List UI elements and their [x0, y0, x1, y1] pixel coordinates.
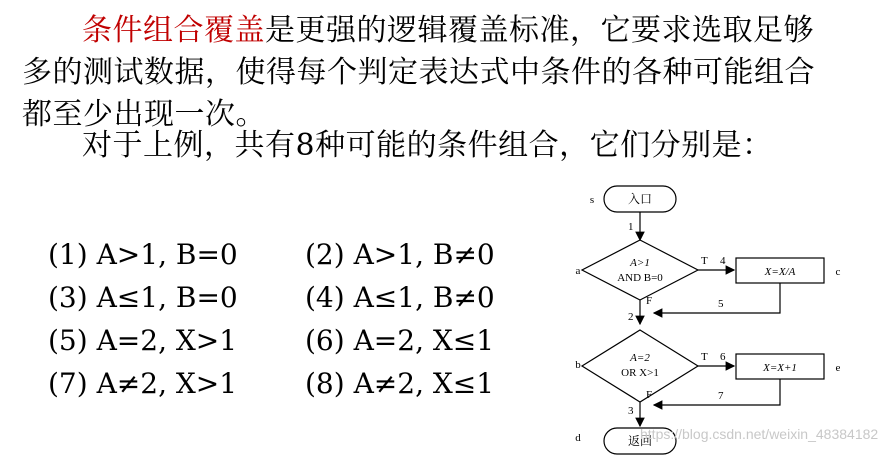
true-label-1: T — [701, 255, 708, 267]
condition-3 — [48, 277, 238, 319]
condition-number: (4) — [305, 281, 345, 314]
condition-text: A≤1, B=0 — [96, 281, 238, 314]
decision-2 — [582, 330, 698, 402]
condition-text: A≤1, B≠0 — [353, 281, 495, 314]
path-1-label: 1 — [628, 221, 634, 233]
watermark: https://blog.csdn.net/weixin_48384182 — [640, 426, 879, 442]
intro-line-1-text: 是更强的逻辑覆盖标准，它要求选取足够 — [265, 13, 814, 48]
condition-text: A=2, X≤1 — [353, 324, 495, 357]
process-1-label: X=X/A — [764, 266, 796, 278]
condition-7 — [48, 363, 237, 405]
condition-text: A>1, B≠0 — [353, 238, 495, 271]
start-label: 入口 — [627, 192, 653, 206]
highlight-term: 条件组合覆盖 — [82, 13, 265, 48]
decision-1-line1: A>1 — [630, 257, 650, 269]
false-label-2: F — [646, 389, 653, 401]
path-3-label: 3 — [628, 405, 634, 417]
condition-5 — [48, 320, 237, 362]
condition-6 — [305, 320, 494, 362]
condition-8 — [305, 363, 494, 405]
flowchart — [570, 180, 870, 460]
condition-text: A>1, B=0 — [96, 238, 238, 271]
condition-number: (2) — [305, 238, 345, 271]
condition-text: A≠2, X≤1 — [353, 367, 495, 400]
point-e-label: e — [835, 362, 841, 374]
path-4-label: 4 — [720, 255, 726, 267]
intro-line-1 — [22, 10, 815, 52]
condition-text: A≠2, X>1 — [96, 367, 238, 400]
condition-1 — [48, 234, 238, 276]
condition-text: A=2, X>1 — [96, 324, 238, 357]
point-d-label: d — [575, 432, 581, 444]
decision-2-line2: OR X>1 — [621, 367, 659, 379]
condition-2 — [305, 234, 495, 276]
point-s-label: s — [589, 194, 595, 206]
condition-number: (8) — [305, 367, 345, 400]
intro-line-2: 多的测试数据，使得每个判定表达式中条件的各种可能组合 — [22, 55, 815, 90]
point-b-label: b — [575, 359, 581, 371]
decision-2-line1: A=2 — [630, 352, 650, 364]
condition-4 — [305, 277, 495, 319]
point-a-label: a — [575, 265, 581, 277]
condition-number: (1) — [48, 238, 88, 271]
end-label: 返回 — [627, 434, 653, 448]
false-label-1: F — [646, 295, 653, 307]
condition-number: (5) — [48, 324, 88, 357]
condition-number: (6) — [305, 324, 345, 357]
point-c-label: c — [835, 266, 841, 278]
intro-line-3: 都至少出现一次。 — [22, 97, 266, 132]
decision-1 — [582, 240, 698, 300]
path-7-label: 7 — [718, 390, 724, 402]
intro-paragraph — [22, 10, 815, 136]
path-6-label: 6 — [720, 351, 726, 363]
condition-number: (3) — [48, 281, 88, 314]
true-label-2: T — [701, 351, 708, 363]
example-intro: 对于上例，共有8种可能的条件组合，它们分别是： — [82, 128, 773, 163]
path-2-label: 2 — [628, 311, 634, 323]
condition-number: (7) — [48, 367, 88, 400]
edge-5 — [654, 283, 780, 313]
decision-1-line2: AND B=0 — [617, 272, 663, 284]
process-2-label: X=X+1 — [763, 362, 797, 374]
edge-7 — [654, 379, 780, 405]
path-5-label: 5 — [718, 298, 724, 310]
